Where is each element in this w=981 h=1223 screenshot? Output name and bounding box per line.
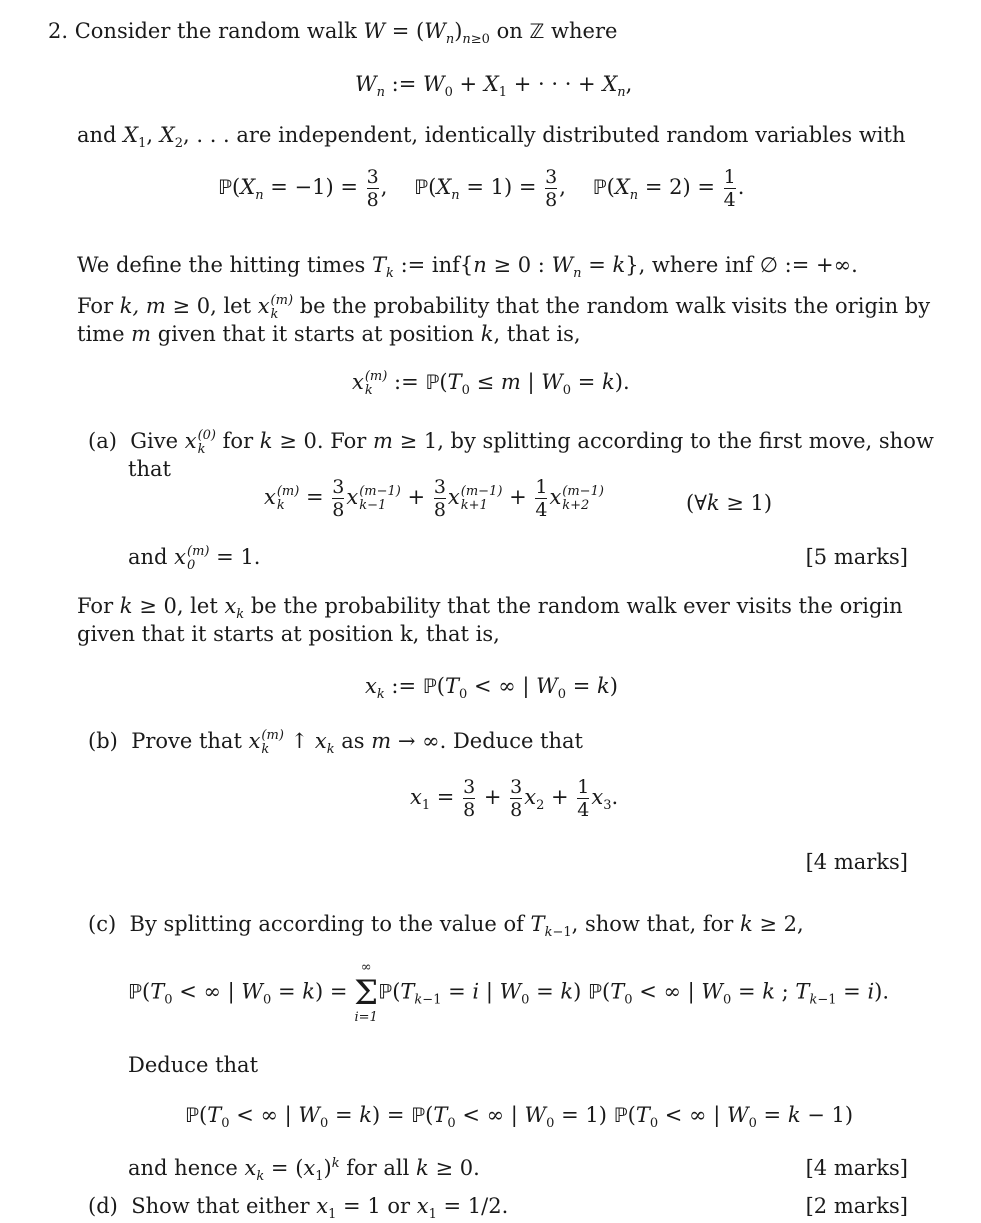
part-c-text-line3: and hence $x_k = (x_1)^k$ for all k ≥ 0.	[128, 1156, 480, 1185]
problem-number: 2.	[48, 19, 69, 43]
eq-xk: $x_k$ := $ℙ(T_0$ < ∞ | $W_0 = k$)	[365, 674, 618, 703]
xkm-definition-line2: time m given that it starts at position k, that is,	[77, 322, 581, 346]
fraction: $\frac{1}{4}$	[723, 166, 736, 211]
part-a-marks: [5 marks]	[805, 545, 908, 569]
part-c-equation-2: $ℙ(T_0$ < ∞ | $W_0 = k$) = $ℙ(T_0$ < ∞ | $W_0 = 1$) $ℙ(T_0$ < ∞ | $W_0 = k - 1$)	[185, 1103, 854, 1132]
xk-definition-line2: given that it starts at position k, that is,	[77, 622, 500, 646]
part-c-marks: [4 marks]	[805, 1156, 908, 1180]
part-d-text: (d) Show that either $x_1 = 1$ or $x_1 = 1/2$.	[88, 1194, 509, 1223]
fraction: $\frac{3}{8}$	[366, 166, 379, 211]
part-a-label: (a)	[88, 429, 117, 453]
part-d-marks: [2 marks]	[805, 1194, 908, 1218]
problem-intro: 2. Consider the random walk $W = (W_n)_{n\ge 0}$ on ℤ where	[48, 19, 618, 48]
part-a-text-line1: (a) Give x (0) k for k ≥ 0. For m ≥ 1, by splitting according to the first move, show	[88, 427, 934, 457]
part-c-label: (c)	[88, 912, 117, 936]
part-b-text: (b) Prove that x (m) k ↑ $x_k$ as m → ∞. Deduce that	[88, 727, 583, 758]
part-b-equation: $x_1$ = $\frac{3}{8}$ + $\frac{3}{8}$ $x_2$ + $\frac{1}{4}$ $x_3$.	[410, 776, 619, 821]
part-c-text-line2: Deduce that	[128, 1053, 259, 1077]
xkm-definition-line1: For k, m ≥ 0, let x (m) k be the probability that the random walk visits the origin by	[77, 292, 931, 322]
part-c-text-line1: (c) By splitting according to the value of $T_{k-1}$, show that, for k ≥ 2,	[88, 912, 804, 941]
part-a-equation: x (m) k = $\frac{3}{8}$ x (m−1) k−1 + $\frac{3}{8}$ x (m−1) k+1 + $\frac{1}{4}$ x (m−1) k+2	[264, 476, 604, 521]
fraction: $\frac{3}{8}$	[545, 166, 558, 211]
eq-probs: $ℙ(X_n = -1)$ = $\frac{3}{8}$ , $ℙ(X_n = 1)$ = $\frac{3}{8}$ , $ℙ(X_n = 2)$ = $\frac{1}{4}$ .	[218, 166, 745, 211]
summation: ∞ Σ i=1	[354, 960, 379, 1025]
part-d-label: (d)	[88, 1194, 118, 1218]
part-b-label: (b)	[88, 729, 118, 753]
part-a-text-line3: and x (m) 0 = 1.	[128, 543, 261, 573]
iid-text: and $X_1$, $X_2$, . . . are independent, identically distributed random variables with	[77, 123, 906, 152]
xk-definition-line1: For k ≥ 0, let $x_k$ be the probability that the random walk ever visits the origin	[77, 594, 903, 623]
part-a-text-line2: that	[128, 457, 171, 481]
eq-walk: $W_n$ := $W_0 + X_1$ + · · · + $X_n$,	[355, 72, 633, 101]
hitting-times-definition: We define the hitting times $T_k$ := inf{n ≥ 0 : $W_n = k$}, where inf ∅ := +∞.	[77, 253, 858, 282]
part-b-marks: [4 marks]	[805, 850, 908, 874]
part-a-condition: (∀k ≥ 1)	[686, 491, 773, 515]
eq-xkm: x (m) k := $ℙ(T_0 \le m$ | $W_0 = k$).	[352, 368, 630, 399]
part-c-equation-1: $ℙ(T_0$ < ∞ | $W_0 = k$) = ∞ Σ i=1 $ℙ(T_{k-1} = i$ | $W_0 = k$) $ℙ(T_0$ < ∞ | $W_0 = k$ ; $T_{k-1} = i$).	[128, 960, 890, 1025]
